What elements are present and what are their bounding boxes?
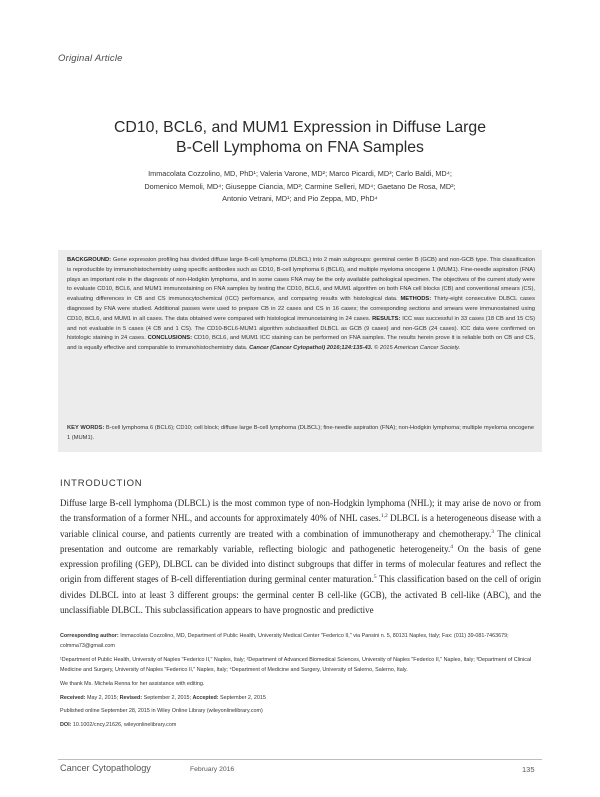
article-title [60, 118, 540, 158]
acknowledgment: We thank Ms. Michela Renna for her assistance with editing. [60, 680, 205, 687]
introduction-body [60, 496, 541, 618]
affiliations: ¹Department of Public Health, University of Naples "Federico II," Naples, Italy; ²Department of Advanced Biomedical Sciences, University of Naples "Federico II," Naples, Italy; ³Department of Clinical Medicine and Surgery, University of Naples "Federico II," Naples, Italy; ⁴Department of Medicine and Surgery, University of Salerno, Salerno, Italy. [60, 656, 532, 673]
journal-name: Cancer Cytopathology [60, 763, 151, 773]
abstract-citation: Cancer (Cancer Cytopathol) 2016;124:135-43. [247, 345, 373, 352]
doi-value: 10.1002/cncy.21626, wileyonlinelibrary.com [71, 722, 177, 729]
corresponding-text: Immacolata Cozzolino, MD, Department of Public Health, University Medical Center "Federico II," via Pansini n. 5, 80131 Naples, Italy; Fax: (011) 39-081-7463679; colmma73@gmail.com [60, 633, 509, 649]
abstract [67, 256, 535, 354]
title-line-1: CD10, BCL6, and MUM1 Expression in Diffuse Large [114, 119, 486, 136]
keywords-text: B-cell lymphoma 6 (BCL6); CD10; cell block; diffuse large B-cell lymphoma (DLBCL); fine-needle aspiration (FNA); non-Hodgkin lymphoma; multiple myeloma oncogene 1 (MUM1). [67, 425, 535, 441]
authors-line-1: Immacolata Cozzolino, MD, PhD¹; Valeria Varone, MD²; Marco Picardi, MD³; Carlo Baldi, MD⁴; [148, 169, 452, 178]
doi [60, 721, 541, 731]
issue-date: February 2016 [190, 766, 235, 773]
corresponding-label: Corresponding author: [60, 633, 119, 639]
received-value: May 2, 2015; [85, 694, 120, 701]
published-online: Published online September 28, 2015 in Wiley Online Library (wileyonlinelibrary.com) [60, 708, 263, 715]
history-dates [60, 694, 541, 704]
authors-line-2: Domenico Memoli, MD⁴; Giuseppe Ciancia, MD²; Carmine Selleri, MD⁴; Gaetano De Rosa, MD²; [144, 181, 456, 191]
footer-divider [58, 759, 542, 760]
intro-sentence-4: On the basis of gene expression profiling (GEP), DLBCL can be divided into distinct subgroups that differ in terms of molecular features and reflect the origin from different stages of B-cell differentiation during germinal center maturation. [60, 543, 541, 585]
doi-label: DOI: [60, 722, 72, 729]
background-label: BACKGROUND: [67, 257, 112, 263]
methods-label: METHODS: [400, 296, 432, 303]
corresponding-author [60, 632, 541, 652]
authors-line-3: Antonio Vetrani, MD¹; and Pio Zeppa, MD, PhD⁴ [222, 194, 378, 204]
revised-label: Revised: [119, 694, 143, 701]
ref-5: 5 [373, 574, 377, 581]
ref-4: 4 [450, 543, 454, 550]
revised-value: September 2, 2015; [142, 694, 193, 701]
ref-3: 3 [491, 528, 494, 535]
results-text: ICC was successful in 33 cases (18 CB and 15 CS) and not evaluable in 5 cases (4 CB and 1 CS). The CD10-BCL6-MUM1 algorithm subclassified DLBCL as GCB (9 cases) and non-GCB (24 cases). ICC data were confirmed on histologic staining in 24 cases. [67, 315, 535, 342]
received-label: Received: [60, 694, 86, 701]
conclusions-text: CD10, BCL6, and MUM1 ICC staining can be performed on FNA samples. The results herein prove it is reliable both on CB and CS, and is equally effective and comparable to immunohistochemistry data. [67, 335, 535, 352]
footnotes [60, 632, 541, 731]
page-number: 135 [522, 765, 535, 774]
title-line-2: B-Cell Lymphoma on FNA Samples [176, 139, 424, 156]
intro-sentence-2: DLBCL is a heterogeneous disease with a variable clinical course, and patients currently are treated with a combination of immunotherapy and chemotherapy. [60, 513, 541, 539]
conclusions-label: CONCLUSIONS: [147, 335, 192, 342]
intro-sentence-1: Diffuse large B-cell lymphoma (DLBCL) is the most common type of non-Hodgkin lymphoma (NHL); it may arise de novo or from the transformation of a former NHL, and accounts for approximately 40% of NHL cases. [60, 498, 541, 524]
abstract-copyright: © 2015 American Cancer Society. [372, 345, 461, 352]
keywords [67, 424, 535, 444]
results-label: RESULTS: [372, 315, 401, 322]
background-text: Gene expression profiling has divided diffuse large B-cell lymphoma (DLBCL) into 2 main subgroups: germinal center B (GCB) and non-GCB type. This classification is reproducible by immunohistochemistry using specific antibodies such as CD10, B-cell lymphoma 6 (BCL6), and multiple myeloma oncogene 1 (MUM1). Fine-needle aspiration (FNA) plays an important role in the diagnosis of non-Hodgkin lymphoma, and in some cases FNA may be the only available pathological specimen. The objectives of the current study were to evaluate CD10, BCL6, and MUM1 immunostaining on FNA samples by testing the CD10, BCL6, and MUM1 algorithm on both FNA cell blocks (CB) and conventional smears (CS), evaluating differences in CB and CS immunocytochemical (ICC) performance, and comparing results with histological data. [67, 257, 535, 303]
accepted-label: Accepted: [192, 694, 219, 701]
ref-1-2: 1,2 [380, 513, 388, 520]
intro-sentence-5: This classification based on the cell of origin divides DLBCL into at least 3 different groups: the germinal center B cell-like (GCB), the activated B cell-like (ABC), and the unclassifiable DLBCL. This subclassification appears to have prognostic and predictive [60, 574, 542, 616]
introduction-heading: INTRODUCTION [60, 478, 143, 489]
methods-text: Thirty-eight consecutive DLBCL cases diagnosed by FNA were studied. Additional passes were used to prepare CB in 22 cases and CS in 16 cases; the corresponding sections and smears were immunostained using CD10, BCL6, and MUM1 in all cases. The data obtained were compared with histological immunostaining in 24 cases. [67, 296, 535, 322]
keywords-label: KEY WORDS: [67, 425, 105, 431]
accepted-value: September 2, 2015 [218, 694, 266, 701]
section-label: Original Article [58, 53, 123, 64]
author-list [72, 168, 528, 206]
intro-sentence-3: The clinical presentation and outcome are remarkably variable, reflecting biologic and pathogenetic heterogeneity. [60, 528, 541, 554]
